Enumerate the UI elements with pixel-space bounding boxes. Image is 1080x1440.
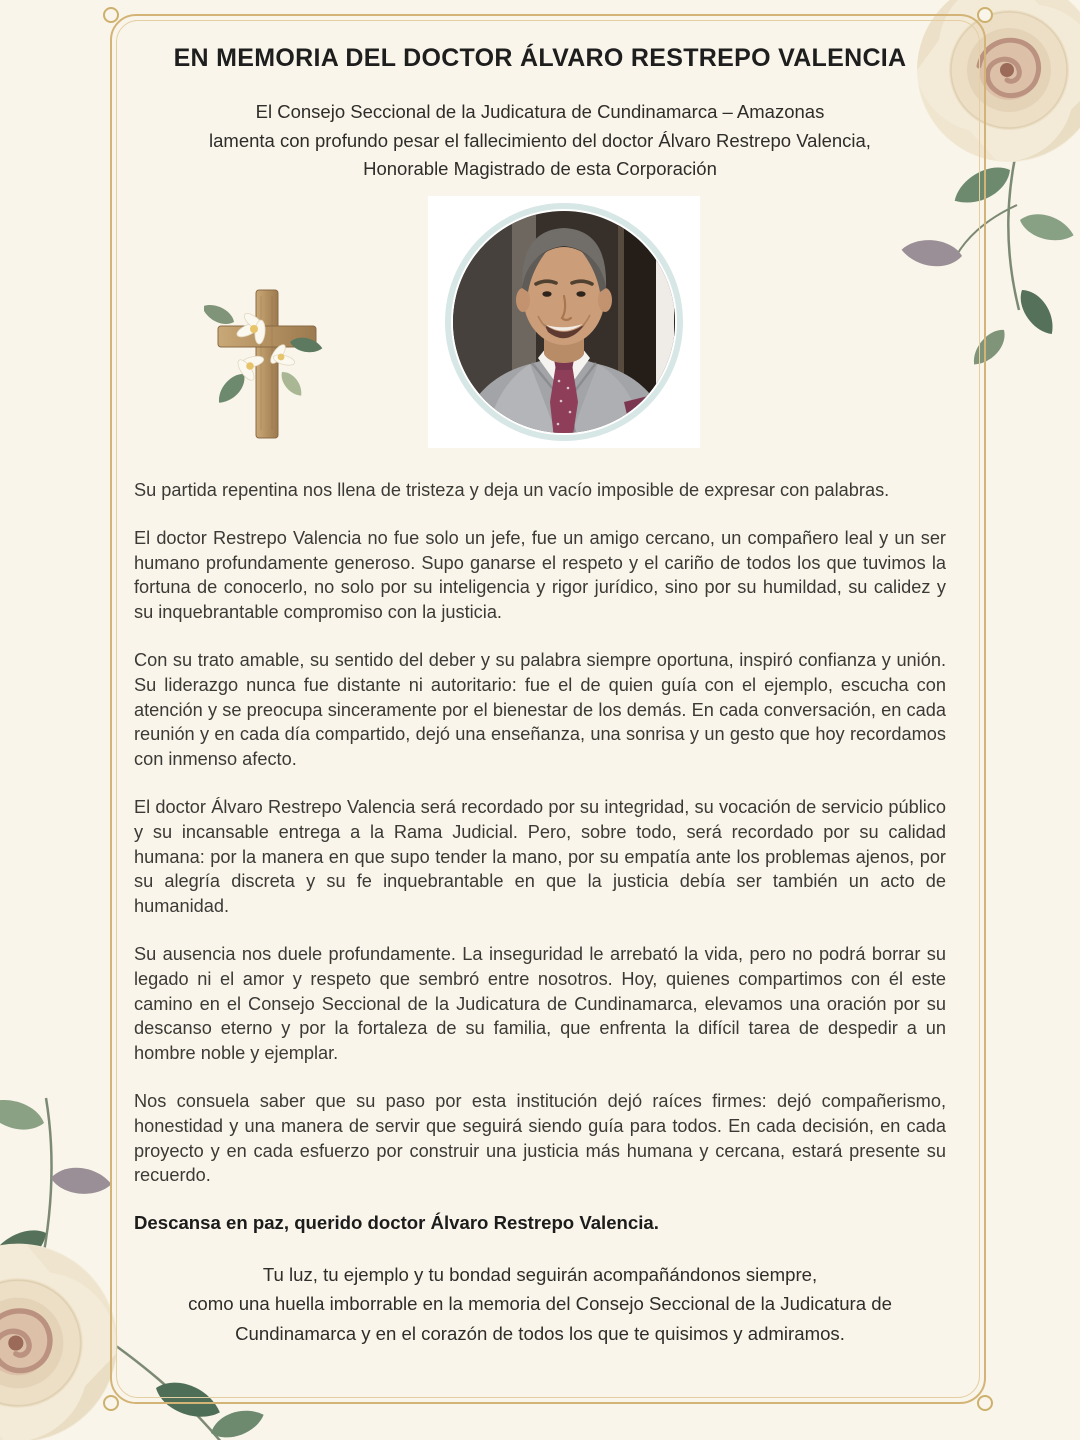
frame-corner-ornament: [977, 1395, 993, 1411]
intro-line: lamenta con profundo pesar el fallecimiento del doctor Álvaro Restrepo Valencia,: [209, 129, 871, 151]
closing-line: Descansa en paz, querido doctor Álvaro Restrepo Valencia.: [134, 1211, 659, 1233]
intro-line: Honorable Magistrado de esta Corporación: [363, 158, 717, 179]
paragraph: El doctor Álvaro Restrepo Valencia será recordado por su integridad, su vocación de servicio público y su incansable entrega a la Rama Judicial. Pero, sobre todo, será recordado por su calidad humana: por la manera en que supo tender la mano, por su empatía ante los problemas ajenos, por su alegría discreta y su fe inquebrantable en que la justicia debía ser también un acto de humanidad.: [134, 797, 946, 916]
portrait-photo: [428, 196, 700, 448]
paragraph: Nos consuela saber que su paso por esta institución dejó raíces firmes: dejó compañerismo, honestidad y una manera de servir que seguirá siendo guía para todos. En cada decisión, en cada proyecto y en cada esfuerzo por construir una justicia más humana y cercana, estará presente su recuerdo.: [134, 1091, 946, 1186]
frame-corner-ornament: [103, 1395, 119, 1411]
paragraph: Con su trato amable, su sentido del deber y su palabra siempre oportuna, inspiró confianza y unión. Su liderazgo nunca fue distante ni autoritario: fue el de quien guía con el ejemplo, escucha con atención y se preocupa sinceramente por el bienestar de los demás. En cada conversación, en cada reunión y en cada día compartido, dejó una enseñanza, una sonrisa y un gesto que hoy recordamos con inmenso afecto.: [134, 650, 946, 769]
farewell-line: Cundinamarca y en el corazón de todos los que te quisimos y admiramos.: [235, 1322, 845, 1344]
farewell-line: como una huella imborrable en la memoria del Consejo Seccional de la Judicatura de: [188, 1293, 892, 1315]
intro-text: [134, 98, 946, 184]
farewell-line: Tu luz, tu ejemplo y tu bondad seguirán acompañándonos siempre,: [262, 1263, 818, 1285]
memorial-content: [134, 0, 946, 1348]
paragraph: El doctor Restrepo Valencia no fue solo un jefe, fue un amigo cercano, un compañero leal y un ser humano profundamente generoso. Supo ganarse el respeto y el cariño de todos los que tuvimos la fortuna de conocerlo, no solo por su inteligencia y rigor jurídico, sino por su humildad, su calidez y su inquebrantable compromiso con la justicia.: [134, 528, 946, 622]
memorial-cross-icon: [204, 280, 330, 442]
photo-row: [134, 196, 946, 450]
page-title: EN MEMORIA DEL DOCTOR ÁLVARO RESTREPO VALENCIA: [173, 44, 907, 72]
frame-corner-ornament: [977, 7, 993, 23]
paragraph: Su ausencia nos duele profundamente. La inseguridad le arrebató la vida, pero no podrá borrar su legado ni el amor y respeto que sembró entre nosotros. Hoy, quienes compartimos con él este camino en el Consejo Seccional de la Judicatura de Cundinamarca, elevamos una oración por su descanso eterno y por la fortaleza de su familia, que enfrenta la difícil tarea de despedir a un hombre noble y ejemplar.: [134, 944, 946, 1063]
intro-line: El Consejo Seccional de la Judicatura de Cundinamarca – Amazonas: [255, 101, 825, 122]
frame-corner-ornament: [103, 7, 119, 23]
paragraph: Su partida repentina nos llena de tristeza y deja un vacío imposible de expresar con palabras.: [134, 479, 890, 500]
farewell-text: [134, 1260, 946, 1349]
memorial-body: [134, 478, 946, 1188]
